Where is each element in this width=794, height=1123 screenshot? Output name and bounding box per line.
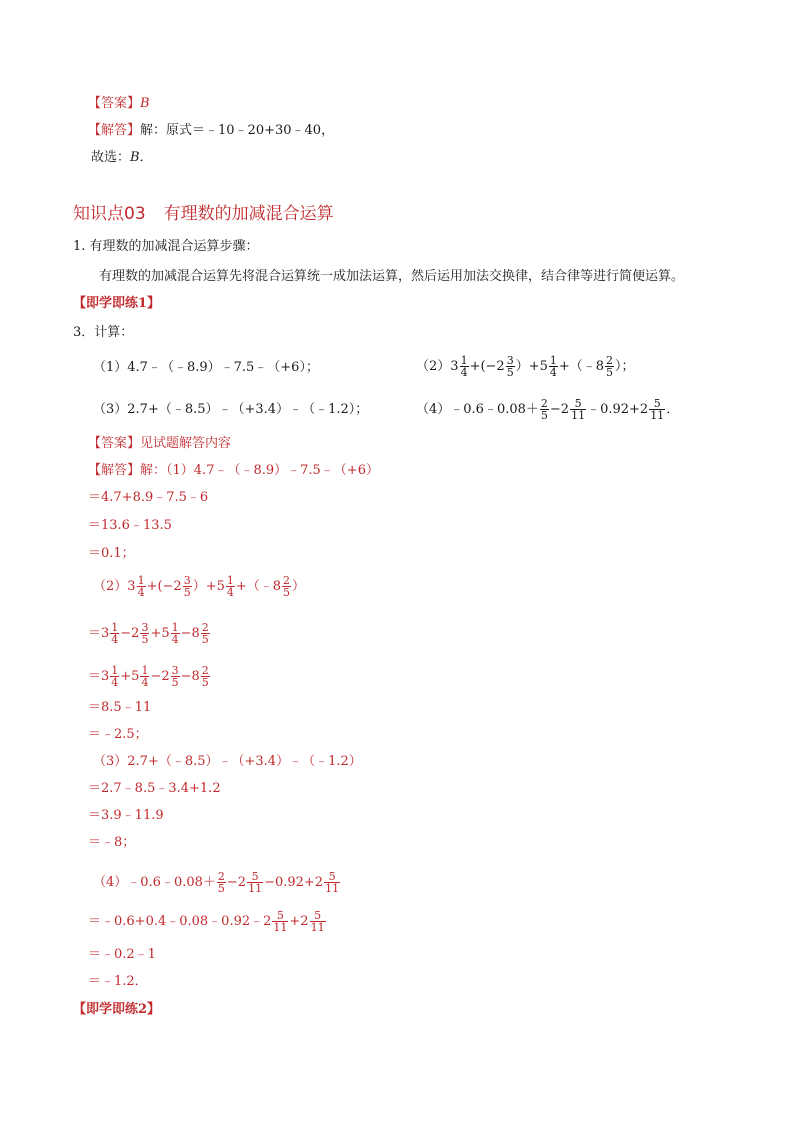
section-title: 有理数的加减混合运算	[163, 204, 334, 224]
s2-line-2: ＝3 $\frac{1}{4}$ +5 $\frac{1}{4}$ −2 $\frac{3}{5}$ −8 $\frac{2}{5}$	[88, 664, 209, 689]
choose-prefix: 故选：	[91, 150, 131, 165]
question-1: （1）4.7﹣（﹣8.9）﹣7.5﹣（+6）；	[93, 360, 319, 375]
solution-tag-2: 【解答】	[88, 463, 141, 478]
question-4: （4）﹣0.6﹣0.08＋ $\frac{2}{5}$ −2 $\frac{5}{11}$ ﹣0.92+2 $\frac{5}{11}$ ．	[416, 397, 680, 422]
question-3: （3）2.7+（﹣8.5）﹣（+3.4）﹣（﹣1.2）；	[93, 402, 369, 417]
q4-label: （4）	[416, 402, 451, 417]
s4-line-3: ＝﹣1.2．	[88, 974, 148, 989]
answer-tag: 【答案】	[88, 96, 141, 111]
q4-part-b: ﹣0.92+2	[587, 402, 649, 417]
section-number: 知识点03	[73, 204, 146, 224]
solution-text: 解：原式＝﹣10﹣20+30﹣40，	[140, 123, 335, 138]
s4-line-1: ＝﹣0.6+0.4﹣0.08﹣0.92﹣2 $\frac{5}{11}$ +2 $\frac{5}{11}$	[88, 909, 325, 934]
s1-line-2: ＝13.6﹣13.5	[88, 518, 172, 533]
s2-line-1: ＝3 $\frac{1}{4}$ −2 $\frac{3}{5}$ +5 $\frac{1}{4}$ −8 $\frac{2}{5}$	[88, 621, 209, 646]
answer-line	[88, 435, 231, 453]
answer-text: 见试题解答内容	[140, 436, 232, 451]
question-intro: 3．计算：	[73, 325, 134, 340]
answer-value: B	[140, 96, 150, 111]
s4-line-1-text: ＝﹣0.6+0.4﹣0.08﹣0.92﹣2	[88, 914, 272, 929]
s1-line-3: ＝0.1；	[88, 546, 135, 561]
practice-2-label: 【即学即练2】	[73, 1002, 161, 1017]
s2-label: （2）	[93, 579, 128, 594]
practice-1-label: 【即学即练1】	[73, 296, 161, 311]
s2-head: （2）3 $\frac{1}{4}$ +(−2 $\frac{3}{5}$ ）+5 $\frac{1}{4}$ +（﹣8 $\frac{2}{5}$ ）	[93, 574, 306, 599]
s4-head: （4）﹣0.6﹣0.08＋ $\frac{2}{5}$ −2 $\frac{5}{11}$ −0.92+2 $\frac{5}{11}$	[93, 870, 340, 895]
q4-part-a: ﹣0.6﹣0.08＋	[450, 402, 539, 417]
section-heading	[73, 203, 334, 225]
q4-part-c: ．	[666, 402, 680, 417]
s4-line-2: ＝﹣0.2﹣1	[88, 947, 156, 962]
s2-line-4: ＝﹣2.5；	[88, 727, 148, 742]
prev-solution-line	[88, 122, 334, 140]
s3-line-2: ＝3.9﹣11.9	[88, 808, 164, 823]
s4-head-text: （4）﹣0.6﹣0.08＋	[93, 875, 216, 890]
choose-suffix: ．	[139, 150, 153, 165]
s2-line-3: ＝8.5﹣11	[88, 700, 152, 715]
question-2: （2）3 $\frac{1}{4}$ +(−2 $\frac{3}{5}$ ）+5 $\frac{1}{4}$ +（﹣8 $\frac{2}{5}$ ）；	[416, 354, 635, 379]
prev-answer-line	[88, 95, 150, 113]
s3-line-3: ＝﹣8；	[88, 835, 136, 850]
answer-tag-2: 【答案】	[88, 436, 141, 451]
choose-value: B	[130, 150, 140, 165]
rule-text: 有理数的加减混合运算先将混合运算统一成加法运算，然后运用加法交换律，结合律等进行简便运算。	[99, 269, 685, 284]
solution-tag: 【解答】	[88, 123, 141, 138]
prev-choose-line	[91, 149, 153, 167]
s3-head: （3）2.7+（﹣8.5）﹣（+3.4）﹣（﹣1.2）	[93, 754, 362, 769]
s3-line-1: ＝2.7﹣8.5﹣3.4+1.2	[88, 781, 221, 796]
s1-head: 解：（1）4.7﹣（﹣8.9）﹣7.5﹣（+6）	[140, 463, 379, 478]
q2-label: （2）	[416, 359, 451, 374]
solution-head	[88, 462, 379, 480]
rule-heading: 1. 有理数的加减混合运算步骤：	[73, 239, 259, 254]
s1-line-1: ＝4.7+8.9﹣7.5﹣6	[88, 490, 209, 505]
